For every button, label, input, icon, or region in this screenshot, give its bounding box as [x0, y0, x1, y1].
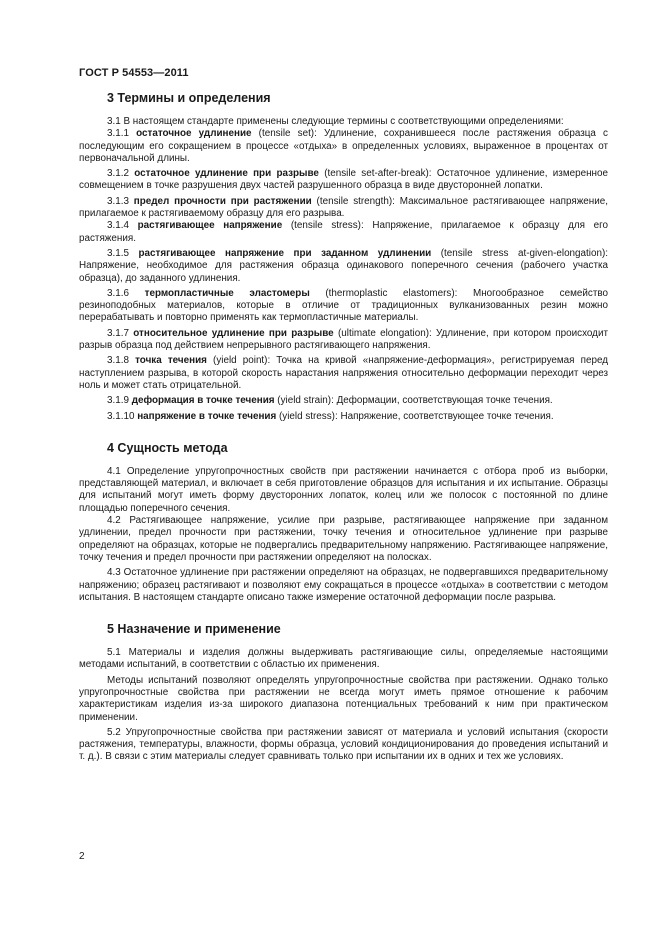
section-heading: 3 Термины и определения — [107, 91, 271, 105]
definition-paragraph: 3.1.6 термопластичные эластомеры (thermoplastic elastomers): Многообразное семейство резиноподобных материалов, которые в отличие от традиционных вулканизованных резин можно перерабатывать и повторно применять как термопластичные материалы. — [79, 287, 608, 324]
term: относительное удлинение при разрыве — [133, 327, 334, 339]
definition-paragraph: 3.1.7 относительное удлинение при разрыве (ultimate elongation): Удлинение, при котором происходит разрыв образца под действием непрерывного растягивающего напряжения. — [79, 327, 608, 352]
definition-paragraph: 3.1.8 точка течения (yield point): Точка на кривой «напряжение-деформация», регистрируемая перед наступлением разрыва, в которой скорость нарастания напряжения относительно деформации переходит через ноль и может стать отрицательной. — [79, 355, 608, 391]
term: остаточное удлинение — [136, 128, 252, 140]
term: остаточное удлинение при разрыве — [134, 168, 319, 180]
term: растягивающее напряжение — [137, 220, 283, 232]
document-code: ГОСТ Р 54553—2011 — [79, 67, 189, 79]
term: предел прочности при растяжении — [133, 195, 312, 207]
definition-paragraph: 3.1.3 предел прочности при растяжении (tensile strength): Максимальное растягивающее напряжение, прилагаемое к растягиваемому образцу для его разрыва. — [79, 195, 609, 220]
paragraph: 5.2 Упругопрочностные свойства при растяжении зависят от материала и условий испытания (скорости растяжения, температуры, влажности, формы образца, условий кондиционирования до проведения испытаний и т. д.). В связи с этим материалы следует сравнивать только при испытании их в одних и тех же условиях. — [79, 726, 608, 763]
definition-paragraph: 3.1.10 напряжение в точке течения (yield stress): Напряжение, соответствующее точке течения. — [107, 410, 554, 422]
paragraph: Методы испытаний позволяют определять упругопрочностные свойства при растяжении. Однако только упругопрочностные свойства при растяжении не всегда могут иметь прямое отношение к рабочим характеристикам изделия из-за широкого диапазона потенциальных требований к ним при практическом применении. — [79, 674, 608, 723]
paragraph: 4.1 Определение упругопрочностных свойств при растяжении начинается с отбора проб из выборки, представляющей материал, и включает в себя приготовление образцов для испытания и их испытание. Образцы для испытаний могут иметь форму двусторонних лопаток, колец или же полосок с постоянной по длине площадью поперечного сечения. — [79, 465, 608, 514]
definition-paragraph: 3.1.2 остаточное удлинение при разрыве (tensile set-after-break): Остаточное удлинение, измеренное совмещением в точке разрушения двух частей разрушенного образца в виде двусторонней лопатки. — [79, 168, 608, 192]
document-body — [79, 91, 608, 764]
definition-paragraph: 3.1.1 остаточное удлинение (tensile set): Удлинение, сохранившееся после растяжения образца с последующим его сокращением в процессе «отдыха» в определенных условиях, выраженное в процентах от первоначальной длины. — [79, 128, 608, 164]
definition-paragraph: 3.1.4 растягивающее напряжение (tensile stress): Напряжение, прилагаемое к образцу для его растяжения. — [79, 220, 608, 244]
term: термопластичные эластомеры — [144, 287, 310, 299]
section-heading: 5 Назначение и применение — [107, 622, 281, 637]
section-heading: 4 Сущность метода — [107, 440, 228, 455]
term: напряжение в точке течения — [137, 410, 277, 422]
definition-paragraph: 3.1.5 растягивающее напряжение при заданном удлинении (tensile stress at-given-elongation): Напряжение, необходимое для растяжения образца одинакового поперечного сечения (рабочего участка образца), до заданного удлинения. — [79, 247, 608, 284]
paragraph: 4.2 Растягивающее напряжение, усилие при разрыве, растягивающее напряжение при заданном удлинении, предел прочности при растяжении, точку течения и относительное удлинение при разрыве определяют на образцах, которые не подвергались предварительному напряжению. Растягивающее напряжение, точку течения и предел прочности при растяжении определяют на полосках. — [79, 515, 608, 563]
definition-paragraph: 3.1.9 деформация в точке течения (yield strain): Деформации, соответствующая точке течения. — [107, 395, 553, 407]
page-number: 2 — [79, 851, 85, 862]
term: деформация в точке течения — [131, 395, 275, 407]
paragraph: 4.3 Остаточное удлинение при растяжении определяют на образцах, не подвергавшихся предварительному напряжению; образец растягивают и позволяют ему сокращаться в процессе «отдыха» в соответствии с методом испытания. В настоящем стандарте описано также измерение остаточной деформации после разрыва. — [79, 567, 608, 603]
paragraph: 5.1 Материалы и изделия должны выдерживать растягивающие силы, определяемые настоящими методами испытаний, в соответствии с областью их применения. — [79, 647, 608, 671]
term: растягивающее напряжение при заданном удлинении — [138, 247, 432, 259]
paragraph: 3.1 В настоящем стандарте применены следующие термины с соответствующими определениями: — [107, 116, 564, 127]
term: точка течения — [135, 355, 207, 367]
